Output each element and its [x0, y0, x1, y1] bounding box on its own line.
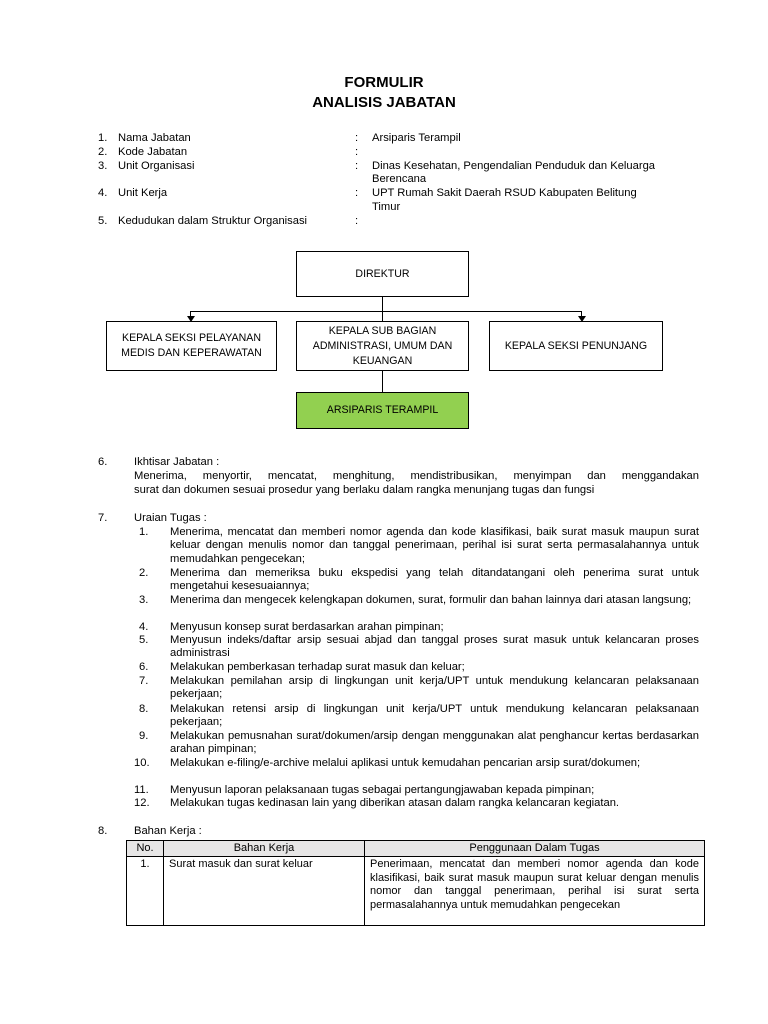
identity-value-cont: Berencana — [372, 173, 427, 185]
org-box-arsiparis: ARSIPARIS TERAMPIL — [296, 392, 469, 429]
task-number: 6. — [139, 661, 149, 673]
identity-label: Kode Jabatan — [118, 146, 188, 158]
identity-value: Dinas Kesehatan, Pengendalian Penduduk dan Keluarga — [372, 160, 656, 172]
task-number: 7. — [139, 675, 149, 687]
identity-no: 3. — [98, 160, 108, 172]
task-text: Menyusun indeks/daftar arsip sesuai abjad dan tanggal proses surat masuk untuk kelancaran proses administrasi — [170, 634, 699, 660]
column-header: No. — [127, 841, 164, 857]
org-connector — [382, 371, 383, 392]
bahan-kerja-table — [126, 840, 705, 926]
task-number: 3. — [139, 594, 149, 606]
task-text: Menerima, mencatat dan memberi nomor agenda dan kode klasifikasi, baik surat masuk maupun surat keluar dengan menulis nomor dan tanggal penerimaan, perihal isi surat serta permasalahannya untuk memudahkan pengecekan; — [170, 526, 699, 565]
section-title: Ikhtisar Jabatan : — [134, 456, 220, 468]
ikhtisar-line: surat dan dokumen sesuai prosedur yang berlaku dalam rangka menunjang tugas dan fungsi — [134, 484, 595, 496]
section-number: 7. — [98, 512, 108, 524]
table-cell: Penerimaan, mencatat dan memberi nomor agenda dan kode klasifikasi, baik surat masuk maupun surat keluar dengan menulis nomor dan tanggal penerimaan, perihal isi surat serta permasalahannya untuk memudahkan pengecekan — [365, 857, 705, 926]
task-number: 4. — [139, 621, 149, 633]
ikhtisar-line: Menerima, menyortir, mencatat, menghitung, mendistribusikan, menyimpan dan menggandakan — [134, 470, 699, 482]
identity-value: UPT Rumah Sakit Daerah RSUD Kabupaten Belitung — [372, 187, 637, 199]
task-number: 12. — [134, 797, 150, 809]
task-number: 8. — [139, 703, 149, 715]
org-box-direktur: DIREKTUR — [296, 251, 469, 297]
table-cell: 1. — [127, 857, 164, 926]
identity-label: Nama Jabatan — [118, 132, 191, 144]
section-title: Bahan Kerja : — [134, 825, 202, 837]
identity-no: 1. — [98, 132, 108, 144]
task-text: Melakukan e-filing/e-archive melalui aplikasi untuk kemudahan pencarian arsip surat/dokumen; — [170, 757, 641, 769]
section-title: Uraian Tugas : — [134, 512, 207, 524]
task-text: Melakukan pemusnahan surat/dokumen/arsip dengan menggunakan alat penghancur kertas berdasarkan arahan pimpinan; — [170, 730, 699, 756]
org-connector — [382, 297, 383, 311]
identity-value-cont: Timur — [372, 201, 401, 213]
task-number: 2. — [139, 567, 149, 579]
identity-sep: : — [355, 132, 359, 144]
task-number: 11. — [134, 784, 149, 796]
task-text: Melakukan pemilahan arsip di lingkungan unit kerja/UPT untuk mendukung kelancaran pelaksanaan pekerjaan; — [170, 675, 699, 701]
section-number: 8. — [98, 825, 108, 837]
identity-no: 5. — [98, 215, 108, 227]
table-cell: Surat masuk dan surat keluar — [164, 857, 365, 926]
task-text: Menyusun laporan pelaksanaan tugas sebagai pertangungjawaban kepada pimpinan; — [170, 784, 595, 796]
task-text: Melakukan retensi arsip di lingkungan unit kerja/UPT untuk mendukung kelancaran pelaksanaan pekerjaan; — [170, 703, 699, 729]
task-number: 9. — [139, 730, 149, 742]
identity-sep: : — [355, 215, 359, 227]
identity-sep: : — [355, 187, 359, 199]
column-header: Penggunaan Dalam Tugas — [365, 841, 705, 857]
task-text: Menyusun konsep surat berdasarkan arahan pimpinan; — [170, 621, 444, 633]
identity-no: 4. — [98, 187, 108, 199]
task-text: Melakukan tugas kedinasan lain yang diberikan atasan dalam rangka kelancaran kegiatan. — [170, 797, 620, 809]
form-subtitle: ANALISIS JABATAN — [312, 94, 456, 111]
table-header-row — [127, 841, 705, 857]
identity-value: Arsiparis Terampil — [372, 132, 461, 144]
identity-label: Kedudukan dalam Struktur Organisasi — [118, 215, 308, 227]
org-box-pelayanan: KEPALA SEKSI PELAYANAN MEDIS DAN KEPERAWATAN — [106, 321, 277, 371]
table-row — [127, 857, 705, 926]
org-connector — [190, 311, 582, 312]
task-text: Melakukan pemberkasan terhadap surat masuk dan keluar; — [170, 661, 465, 673]
identity-label: Unit Organisasi — [118, 160, 195, 172]
column-header: Bahan Kerja — [164, 841, 365, 857]
task-text: Menerima dan memeriksa buku ekspedisi yang telah ditandatangani oleh penerima surat untuk mengetahui kesesuaiannya; — [170, 567, 699, 593]
org-box-administrasi: KEPALA SUB BAGIAN ADMINISTRASI, UMUM DAN KEUANGAN — [296, 321, 469, 371]
identity-sep: : — [355, 160, 359, 172]
task-text: Menerima dan mengecek kelengkapan dokumen, surat, formulir dan bahan lainnya dari atasan langsung; — [170, 594, 692, 606]
task-number: 5. — [139, 634, 149, 646]
identity-sep: : — [355, 146, 359, 158]
task-number: 10. — [134, 757, 150, 769]
form-title: FORMULIR — [344, 74, 424, 91]
org-connector — [382, 311, 383, 321]
identity-label: Unit Kerja — [118, 187, 168, 199]
task-number: 1. — [139, 526, 149, 538]
org-box-penunjang: KEPALA SEKSI PENUNJANG — [489, 321, 663, 371]
section-number: 6. — [98, 456, 108, 468]
identity-no: 2. — [98, 146, 108, 158]
